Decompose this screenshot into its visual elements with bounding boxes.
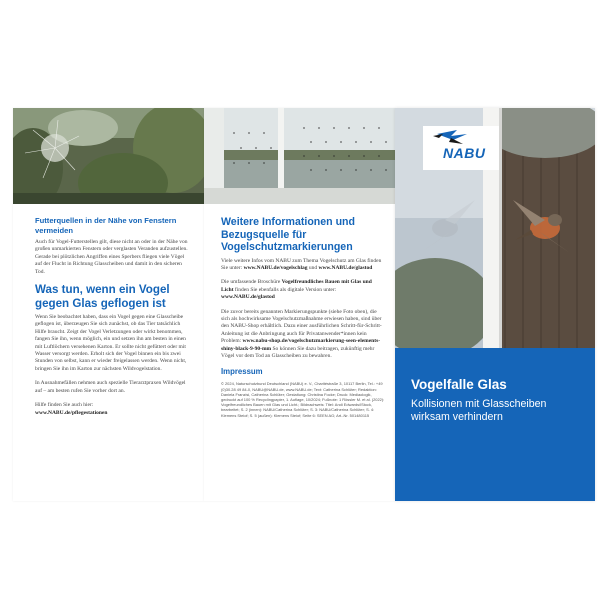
cover-title: Vogelfalle Glas [411, 377, 507, 392]
heading-feeders: Futterquellen in der Nähe von Fenstern vermeiden [35, 216, 177, 235]
text-impressum: © 2024, Naturschutzbund Deutschland (NABU) e. V., Charitéstraße 3, 10117 Berlin, Tel.: +49 (0)30.28 49 84-0, NABU@NABU.de, www.NABU.de; Text: Catherina Schlüter; Redaktion: Daniela Franzisi, Catherina Schlüter; Gestaltung: Christina Focke; Druck: Mediaologik, gedruckt auf 100 % Recyclingpapier, 1. Auflage, 10/2024; Fußnote: 1 Rössler M. et al. (2022): Vogelfreundliches Bauen mit Glas und Licht.; Bildnachweis: Titel: Andi Edwards/iStock, bearbeitet; S. 2 (innen): NABU/Catherina Schlüter; S. 3: NABU/Catherina Schlüter; S. 4: Klemens Steiof; S. 5 (außen): Klemens Steiof; Seite 6: SEEN AG; Art.-Nr. 501480115 [221, 381, 385, 418]
panel-middle [204, 108, 395, 501]
cover-subtitle: Kollisionen mit Glasscheiben wirksam verhindern [411, 398, 547, 423]
brochure-title: Vogelfreundliches Bauen mit Glas und Licht [221, 279, 372, 293]
photo-cracked-window [13, 108, 204, 204]
link-vogelschlag[interactable]: www.NABU.de/vogelschlag [243, 264, 308, 271]
text-help-label: Hilfe finden Sie auch hier: [35, 402, 94, 409]
link-glastod[interactable]: www.NABU.de/glastod [318, 264, 373, 271]
link-brochure[interactable]: www.NABU.de/glastod [221, 294, 275, 301]
photo-marked-window [204, 108, 395, 204]
text-info: Viele weitere Infos vom NABU zum Thema Vogelschutz am Glas finden Sie unter: www.NABU.de/vogelschlag und www.NABU.de/glastod [221, 257, 382, 271]
text-exceptions: In Ausnahmefällen nehmen auch spezielle Tierarztpraxen Wildvögel auf – am besten rufen Sie vorher dort an. [35, 380, 186, 394]
logo-text: NABU [443, 145, 486, 161]
middle-content [221, 216, 385, 418]
text-feeders: Auch für Vogel-Futterstellen gilt, diese nicht an oder in der Nähe von großen unmarkierten Fenstern oder verglasten Veranden aufzustellen. Gerade bei plötzlichen Angriffen eines Sperbers fliegen viele Vögel auf der Flucht in Richtung Glasscheiben und damit in den sicheren Tod. [35, 239, 188, 275]
heading-what-to-do: Was tun, wenn ein Vogel gegen Glas geflogen ist [35, 283, 170, 310]
link-shop[interactable]: www.nabu-shop.de/vogelschutzmarkierung-seen-elements-shiny-black-9-90-mm [221, 338, 381, 352]
heading-more-info: Weitere Informationen und Bezugsquelle für Vogelschutzmarkierungen [221, 216, 355, 253]
left-content [35, 216, 192, 417]
heading-impressum: Impressum [221, 367, 263, 377]
text-brochure: Die umfassende Broschüre Vogelfreundliches Bauen mit Glas und Licht finden Sie ebenfalls als digitale Version unter: www.NABU.de/glastod [221, 279, 372, 301]
panel-cover [395, 108, 595, 501]
panel-left [13, 108, 204, 501]
title-box [395, 348, 595, 501]
text-markers: Die zuvor bereits genannten Markierungspunkte (siehe Foto oben), die sich als hochwirksame Vogelschutzmaßnahme erwiesen haben, sind über den NABU-Shop erhältlich. Dazu einer ausführlichen Schritt-für-Schritt-Anleitung ist die Anbringung auch für Privatanwender*innen kein Problem: www.nabu-shop.de/vogelschutzmarkierung-seen-elements-shiny-black-9-90-mm So können Sie dazu beitragen, zukünftig mehr Vögel vor dem Tod an Glasscheiben zu bewahren. [221, 308, 382, 359]
link-pflegestationen[interactable]: www.NABU.de/pflegestationen [35, 409, 108, 416]
nabu-logo [423, 126, 499, 170]
text-observed: Wenn Sie beobachtet haben, dass ein Vogel gegen eine Glasscheibe geflogen ist, überzeugen Sie sich zunächst, ob das Tier tatsächlich Hilfe braucht. Zeigt der Vogel Verletzungen oder wirkt benommen, fangen Sie ihn, wenn möglich, ein und setzen ihn am besten in einen mit Luftlöchern versehenen Karton. Er sollte nicht gefüttert oder mit Wasser versorgt werden. Erholt sich der Vogel binnen ein bis zwei Stunden von selbst, kann er wieder freigelassen werden. Wenn nicht, bringen Sie ihn im Karton zur nächsten Wildvogelstation. [35, 314, 187, 372]
